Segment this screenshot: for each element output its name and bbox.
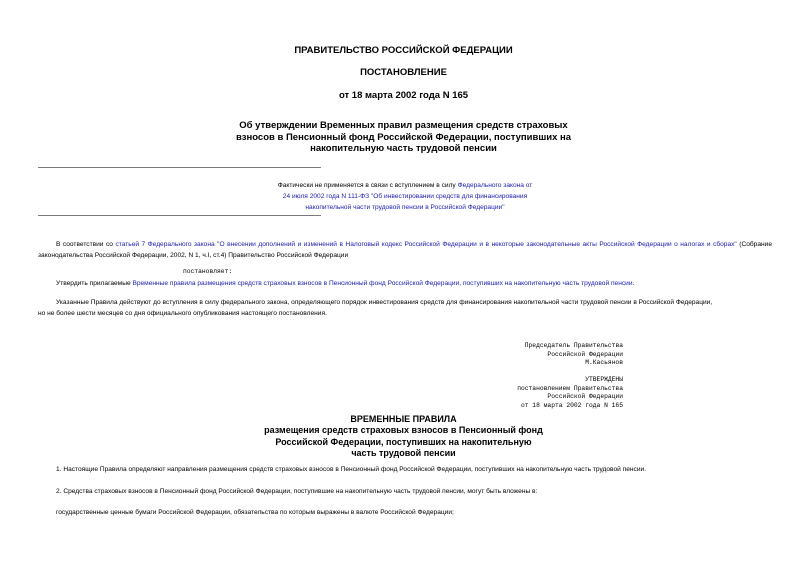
rules-title-line: размещения средств страховых взносов в Пенсионный фонд	[264, 425, 543, 436]
federal-law-link-line3[interactable]: накопительной части трудовой пенсии в Российской Федерации"	[305, 204, 505, 212]
federal-law-link-line2[interactable]: 24 июля 2002 года N 111-ФЗ "Об инвестировании средств для финансирования	[282, 193, 528, 201]
government-title: ПРАВИТЕЛЬСТВО РОССИЙСКОЙ ФЕДЕРАЦИИ	[294, 45, 513, 56]
rules-title	[0, 414, 807, 460]
validity-paragraph	[38, 297, 778, 319]
approved-line: от 18 марта 2002 года N 165	[520, 401, 623, 409]
validity-line: Указанные Правила действуют до вступления в силу федерального закона, определяющего порядок инвестирования средств для финансирования накопительной части трудовой пенсии в Российской Федерации,	[56, 299, 713, 306]
status-note	[255, 180, 555, 214]
rules-item: 1. Настоящие Правила определяют направления размещения средств страховых взносов в Пенсионный фонд Российской Федерации, поступивших на накопительную часть трудовой пенсии.	[56, 466, 647, 473]
rules-title-line: ВРЕМЕННЫЕ ПРАВИЛА	[350, 414, 457, 424]
title-line: взносов в Пенсионный фонд Российской Федерации, поступивших на	[235, 131, 572, 143]
title-line: Об утверждении Временных правил размещения средств страховых	[239, 120, 568, 131]
article-7-link[interactable]: статьей 7 Федерального закона "О внесении дополнений и изменений в Налоговый кодекс Российской Федерации и в некоторые законодательные акты Российской Федерации о налогах и	[115, 241, 711, 248]
preamble-paragraph	[38, 239, 772, 261]
validity-line: но не более шести месяцев со дня официального опубликования настоящего постановления.	[38, 310, 327, 318]
signature-line: М.Касьянов	[585, 359, 623, 367]
signature-line: Российской Федерации	[547, 350, 623, 358]
preamble-suffix: (Собрание законодательства Российской Федерации, 2002, N 1, ч.I, ст.4) Правительство Российской Федерации	[38, 241, 772, 260]
approved-line: УТВЕРЖДЕНЫ	[585, 376, 623, 383]
resolves-word: постановляет:	[183, 268, 233, 275]
signature-block	[525, 342, 623, 368]
approve-prefix: Утвердить прилагаемые	[56, 280, 133, 287]
status-note-text: Фактически не применяется в связи с вступлением в силу	[277, 182, 458, 189]
federal-law-link[interactable]: Федерального закона от	[457, 182, 533, 189]
document-type: ПОСТАНОВЛЕНИЕ	[360, 67, 447, 78]
document-title	[0, 120, 807, 155]
preamble-prefix: В соответствии со	[56, 241, 116, 248]
approved-line: постановлением Правительства	[517, 384, 623, 392]
rules-item: 2. Средства страховых взносов в Пенсионный фонд Российской Федерации, поступившие на накопительную часть трудовой пенсии, могут быть вложены в:	[56, 488, 538, 495]
rules-title-line: часть трудовой пенсии	[351, 448, 456, 459]
signature-line: Председатель Правительства	[524, 342, 623, 349]
approve-paragraph	[56, 278, 776, 289]
approve-suffix: .	[632, 280, 635, 287]
rules-item: государственные ценные бумаги Российской Федерации, обязательства по которым выражены в валюте Российской Федерации;	[56, 509, 454, 516]
rules-title-line: Российской Федерации, поступивших на накопительную	[275, 436, 532, 447]
status-note-line	[255, 180, 555, 191]
article-7-link-cont[interactable]: сборах"	[713, 241, 737, 248]
divider-bottom	[38, 215, 321, 216]
temporary-rules-link[interactable]: Временные правила размещения средств страховых взносов в Пенсионный фонд Российской Федерации, поступивших на накопительную часть трудовой пенсии	[132, 280, 633, 287]
approved-block	[517, 376, 623, 410]
title-line: накопительную часть трудовой пенсии	[310, 143, 497, 154]
approved-line: Российской Федерации	[547, 393, 623, 401]
divider-top	[38, 167, 321, 168]
document-date: от 18 марта 2002 года N 165	[338, 90, 469, 101]
